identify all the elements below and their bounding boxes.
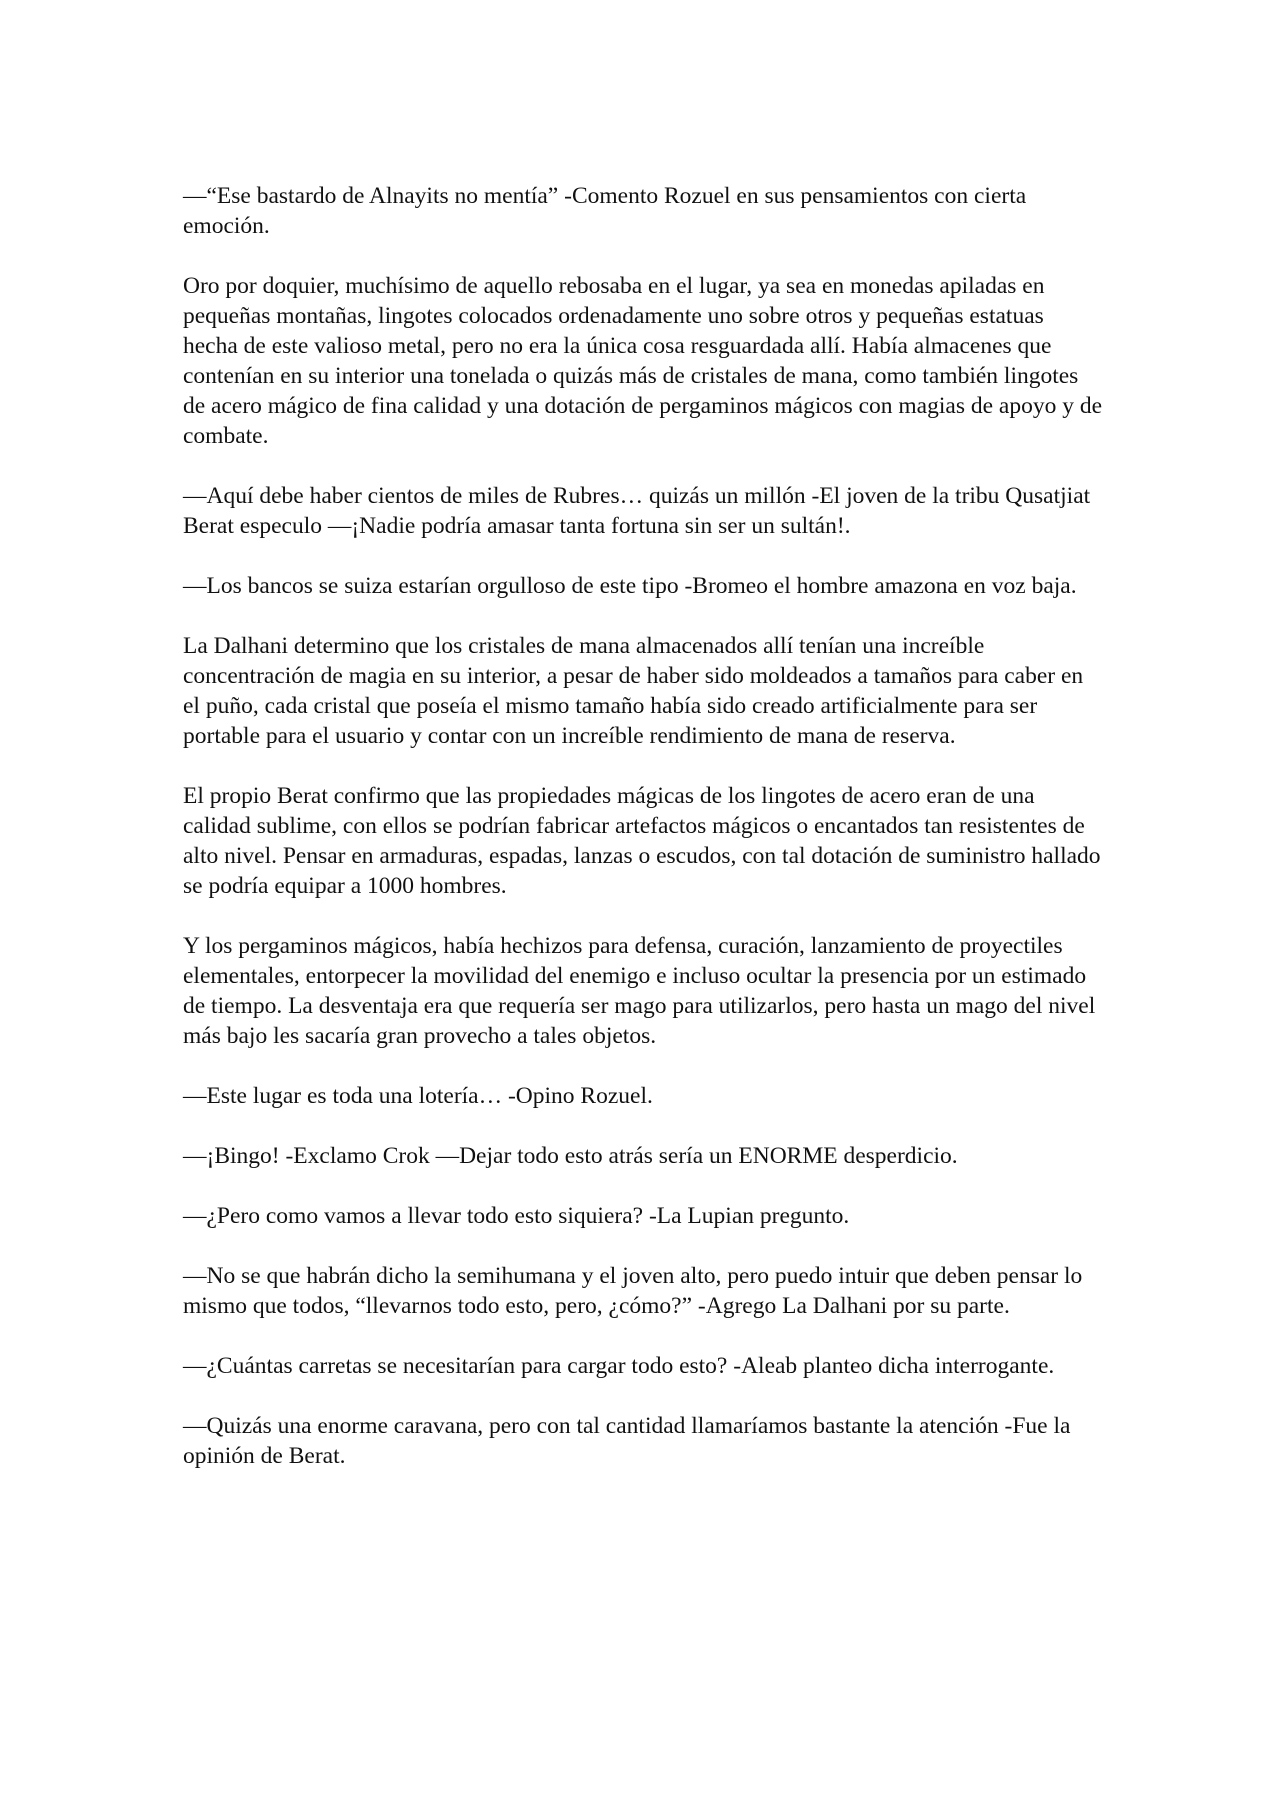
paragraph: —Aquí debe haber cientos de miles de Rubres… quizás un millón -El joven de la tribu Qusatjiat Berat especulo —¡Nadie podría amasar tanta fortuna sin ser un sultán!. bbox=[183, 483, 1091, 539]
paragraph: —Este lugar es toda una lotería… -Opino Rozuel. bbox=[183, 1083, 653, 1109]
paragraph: —¡Bingo! -Exclamo Crok —Dejar todo esto atrás sería un ENORME desperdicio. bbox=[183, 1143, 958, 1169]
document-body bbox=[183, 181, 1103, 1471]
paragraph: —Los bancos se suiza estarían orgulloso de este tipo -Bromeo el hombre amazona en voz baja. bbox=[183, 573, 1077, 599]
paragraph: Oro por doquier, muchísimo de aquello rebosaba en el lugar, ya sea en monedas apiladas en pequeñas montañas, lingotes colocados ordenadamente uno sobre otros y pequeñas estatuas hecha de este valioso metal, pero no era la única cosa resguardada allí. Había almacenes que contenían en su interior una tonelada o quizás más de cristales de mana, como también lingotes de acero mágico de fina calidad y una dotación de pergaminos mágicos con magias de apoyo y de combate. bbox=[183, 273, 1103, 449]
paragraph: El propio Berat confirmo que las propiedades mágicas de los lingotes de acero eran de una calidad sublime, con ellos se podrían fabricar artefactos mágicos o encantados tan resistentes de alto nivel. Pensar en armaduras, espadas, lanzas o escudos, con tal dotación de suministro hallado se podría equipar a 1000 hombres. bbox=[183, 783, 1101, 899]
paragraph: —¿Pero como vamos a llevar todo esto siquiera? -La Lupian pregunto. bbox=[183, 1203, 850, 1229]
paragraph: La Dalhani determino que los cristales de mana almacenados allí tenían una increíble concentración de magia en su interior, a pesar de haber sido moldeados a tamaños para caber en el puño, cada cristal que poseía el mismo tamaño había sido creado artificialmente para ser portable para el usuario y contar con un increíble rendimiento de mana de reserva. bbox=[183, 633, 1084, 749]
paragraph: —¿Cuántas carretas se necesitarían para cargar todo esto? -Aleab planteo dicha interrogante. bbox=[183, 1353, 1055, 1379]
paragraph: Y los pergaminos mágicos, había hechizos para defensa, curación, lanzamiento de proyectiles elementales, entorpecer la movilidad del enemigo e incluso ocultar la presencia por un estimado de tiempo. La desventaja era que requería ser mago para utilizarlos, pero hasta un mago del nivel más bajo les sacaría gran provecho a tales objetos. bbox=[183, 933, 1096, 1049]
paragraph: —“Ese bastardo de Alnayits no mentía” -Comento Rozuel en sus pensamientos con cierta emoción. bbox=[183, 183, 1027, 239]
paragraph: —No se que habrán dicho la semihumana y el joven alto, pero puedo intuir que deben pensar lo mismo que todos, “llevarnos todo esto, pero, ¿cómo?” -Agrego La Dalhani por su parte. bbox=[183, 1263, 1083, 1319]
paragraph: —Quizás una enorme caravana, pero con tal cantidad llamaríamos bastante la atención -Fue la opinión de Berat. bbox=[183, 1413, 1071, 1469]
